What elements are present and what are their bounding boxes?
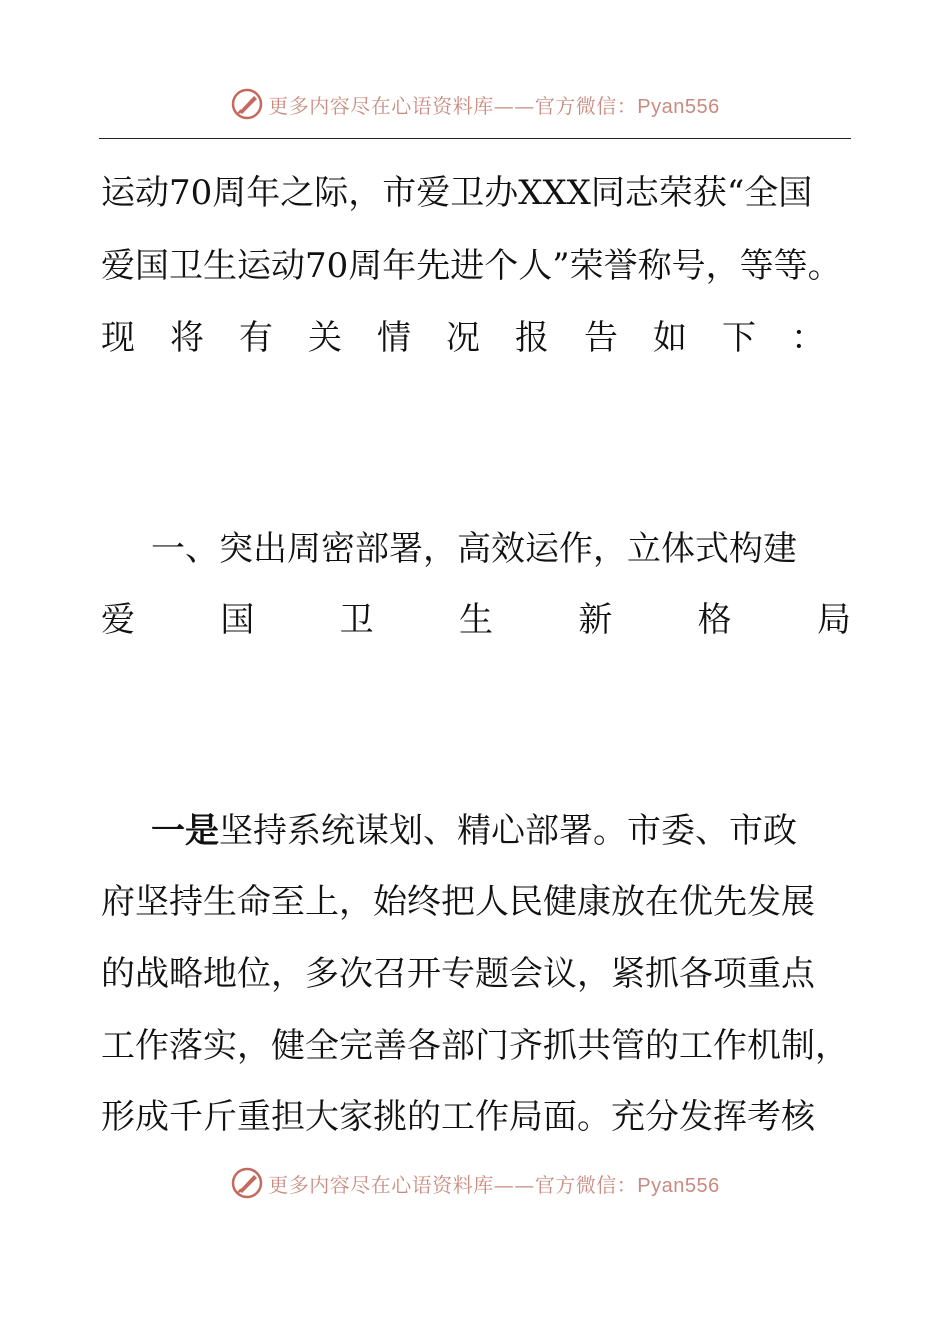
- body-line: [101, 809, 851, 853]
- banner-main-text: 更多内容尽在心语资料库——官方微信：: [268, 1172, 638, 1197]
- body-line: 工作落实，健全完善各部门齐抓共管的工作机制，: [101, 1026, 849, 1066]
- body-line: 的战略地位，多次召开专题会议，紧抓各项重点: [101, 954, 815, 994]
- banner-text: [268, 90, 719, 119]
- justified-char: 国: [220, 600, 255, 640]
- body-line-justified: [101, 316, 825, 360]
- quill-logo-icon: [230, 87, 264, 121]
- body-line: 形成千斤重担大家挑的工作局面。充分发挥考核: [101, 1097, 815, 1137]
- lead-bold-text: 一是: [151, 811, 219, 851]
- justified-char: 生: [458, 600, 493, 640]
- justified-char: ：: [791, 318, 825, 358]
- justified-char: 格: [697, 600, 732, 640]
- justified-char: 关: [308, 318, 342, 358]
- body-line: 爱国卫生运动70周年先进个人”荣誉称号，等等。: [101, 246, 842, 286]
- banner-main-text: 更多内容尽在心语资料库——官方微信：: [268, 93, 638, 118]
- justified-char: 如: [653, 318, 687, 358]
- section-heading: 一、突出周密部署，高效运作，立体式构建: [151, 529, 797, 569]
- justified-char: 告: [584, 318, 618, 358]
- justified-char: 将: [170, 318, 204, 358]
- banner-wechat-id: Pyan556: [637, 95, 720, 118]
- header-divider: [99, 138, 851, 139]
- justified-char: 情: [377, 318, 411, 358]
- banner-wechat-id: Pyan556: [637, 1174, 720, 1197]
- body-text: 坚持系统谋划、精心部署。市委、市政: [219, 811, 797, 851]
- body-line: 运动70周年之际，市爱卫办XXX同志荣获“全国: [101, 173, 813, 213]
- section-heading-justified: [101, 598, 851, 642]
- justified-char: 新: [578, 600, 613, 640]
- justified-char: 下: [722, 318, 756, 358]
- justified-char: 况: [446, 318, 480, 358]
- justified-char: 有: [239, 318, 273, 358]
- header-banner: [0, 84, 950, 124]
- justified-char: 卫: [339, 600, 374, 640]
- justified-char: 报: [515, 318, 549, 358]
- justified-char: 现: [101, 318, 135, 358]
- body-line: 府坚持生命至上，始终把人民健康放在优先发展: [101, 882, 815, 922]
- quill-logo-icon: [230, 1166, 264, 1200]
- justified-char: 局: [816, 600, 851, 640]
- footer-banner: [0, 1163, 950, 1203]
- justified-char: 爱: [101, 600, 135, 640]
- banner-text: [268, 1169, 719, 1198]
